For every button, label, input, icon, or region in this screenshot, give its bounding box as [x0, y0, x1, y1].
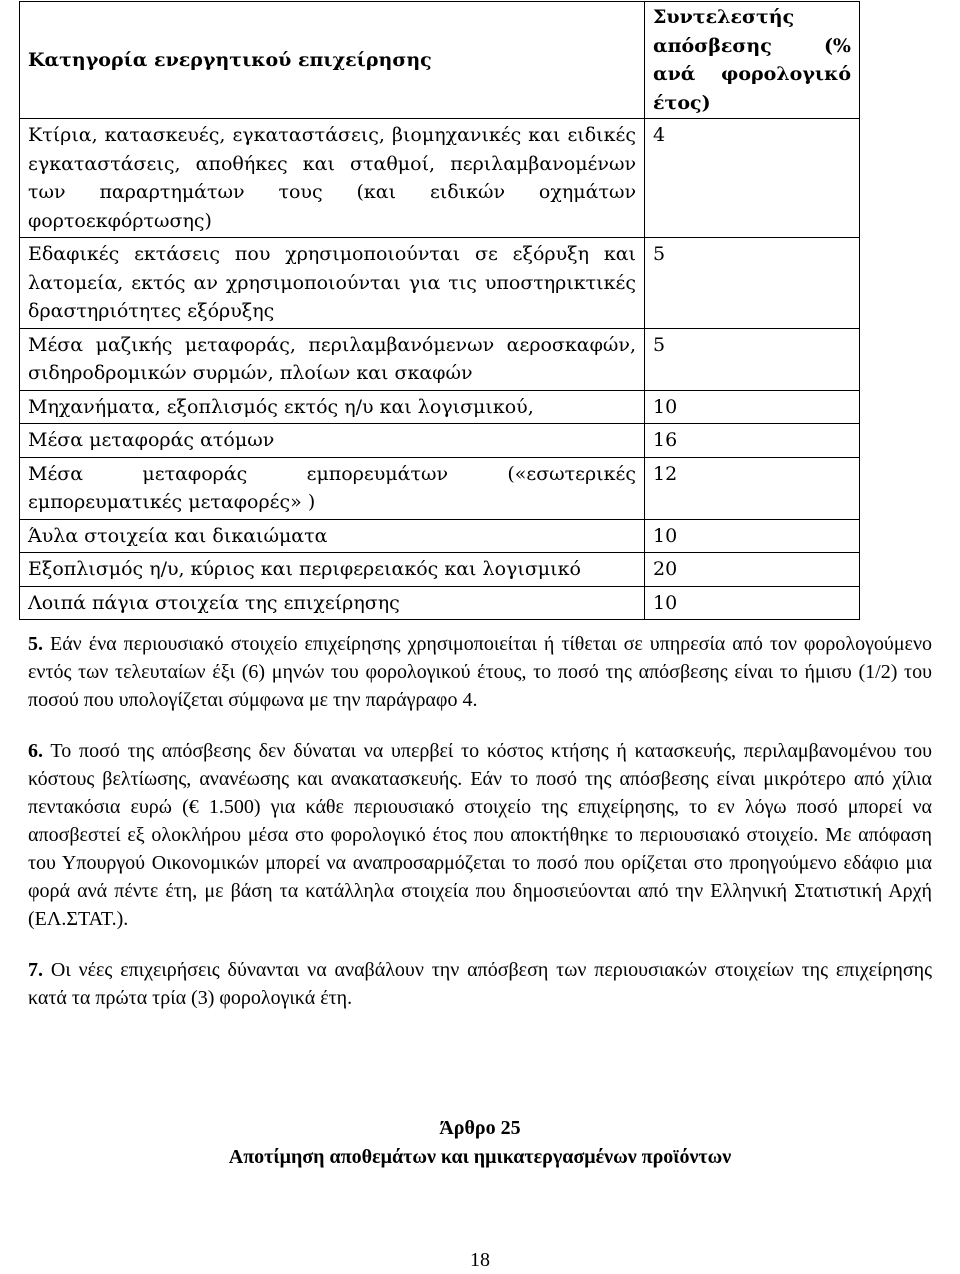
article-title: Αποτίμηση αποθεμάτων και ημικατεργασμένων προϊόντων: [228, 1146, 732, 1168]
paragraph-6: [28, 737, 932, 933]
table-row: [20, 424, 860, 458]
table-row: [20, 119, 860, 238]
row-rate: 5: [645, 328, 860, 390]
table-row: [20, 519, 860, 553]
row-category: Μέσα μεταφοράς εμπορευμάτων («εσωτερικές εμπορευματικές μεταφορές» ): [20, 457, 645, 519]
row-rate: 10: [645, 519, 860, 553]
table-row: [20, 457, 860, 519]
row-category: Άυλα στοιχεία και δικαιώματα: [20, 519, 645, 553]
table-header-row: [20, 2, 860, 119]
paragraph-text: Το ποσό της απόσβεσης δεν δύναται να υπερβεί το κόστος κτήσης ή κατασκευής, περιλαμβανομένου του κόστους βελτίωσης, ανανέωσης και ανακατασκευής. Εάν το ποσό της απόσβεσης είναι μικρότερο από χίλια πεντακόσια ευρώ (€ 1.500) για κάθε περιουσιακό στοιχείο της επιχείρησης, το εν λόγω ποσό μπορεί να αποσβεστεί εξ ολοκλήρου μέσα στο φορολογικό έτος που αποκτήθηκε το περιουσιακό στοιχείο. Με απόφαση του Υπουργού Οικονομικών μπορεί να αναπροσαρμόζεται το ποσό που ορίζεται στο προηγούμενο εδάφιο μια φορά ανά πέντε έτη, με βάση τα κατάλληλα στοιχεία που δημοσιεύονται από την Ελληνική Στατιστική Αρχή (ΕΛ.ΣΤΑΤ.).: [28, 740, 932, 930]
paragraph-number: 5.: [28, 633, 43, 655]
row-category: Εδαφικές εκτάσεις που χρησιμοποιούνται σε εξόρυξη και λατομεία, εκτός αν χρησιμοποιούνται για τις υποστηρικτικές δραστηριότητες εξόρυξης: [20, 238, 645, 329]
header-rate: Συντελεστής απόσβεσης (% ανά φορολογικό έτος): [645, 2, 860, 119]
table-row: [20, 328, 860, 390]
paragraph-text: Εάν ένα περιουσιακό στοιχείο επιχείρησης χρησιμοποιείται ή τίθεται σε υπηρεσία από τον φορολογούμενο εντός των τελευταίων έξι (6) μηνών του φορολογικού έτους, το ποσό της απόσβεσης είναι το ήμισυ (1/2) του ποσού που υπολογίζεται σύμφωνα με την παράγραφο 4.: [28, 633, 933, 711]
article-number: Άρθρο 25: [439, 1117, 521, 1139]
row-rate: 10: [645, 390, 860, 424]
table-row: [20, 553, 860, 587]
table-row: [20, 586, 860, 620]
row-category: Εξοπλισμός η/υ, κύριος και περιφερειακός και λογισμικό: [20, 553, 645, 587]
header-category: Κατηγορία ενεργητικού επιχείρησης: [20, 2, 645, 119]
row-category: Μέσα μεταφοράς ατόμων: [20, 424, 645, 458]
paragraph-7: [28, 956, 932, 1012]
page-number: 18: [470, 1249, 490, 1271]
row-rate: 5: [645, 238, 860, 329]
row-rate: 16: [645, 424, 860, 458]
row-category: Λοιπά πάγια στοιχεία της επιχείρησης: [20, 586, 645, 620]
paragraph-5: [28, 630, 932, 714]
row-category: Μηχανήματα, εξοπλισμός εκτός η/υ και λογισμικού,: [20, 390, 645, 424]
row-rate: 10: [645, 586, 860, 620]
article-heading: [0, 1114, 960, 1172]
row-category: Μέσα μαζικής μεταφοράς, περιλαμβανόμενων αεροσκαφών, σιδηροδρομικών συρμών, πλοίων και σκαφών: [20, 328, 645, 390]
row-category: Κτίρια, κατασκευές, εγκαταστάσεις, βιομηχανικές και ειδικές εγκαταστάσεις, αποθήκες και σταθμοί, περιλαμβανομένων των παραρτημάτων τους (και ειδικών οχημάτων φορτοεκφόρτωσης): [20, 119, 645, 238]
row-rate: 12: [645, 457, 860, 519]
depreciation-rates-table: [19, 1, 860, 620]
table-row: [20, 390, 860, 424]
table-row: [20, 238, 860, 329]
body-paragraphs: [28, 630, 932, 1035]
row-rate: 4: [645, 119, 860, 238]
paragraph-text: Οι νέες επιχειρήσεις δύνανται να αναβάλουν την απόσβεση των περιουσιακών στοιχείων της επιχείρησης κατά τα πρώτα τρία (3) φορολογικά έτη.: [28, 959, 933, 1009]
paragraph-number: 7.: [28, 959, 43, 981]
paragraph-number: 6.: [28, 740, 43, 762]
row-rate: 20: [645, 553, 860, 587]
